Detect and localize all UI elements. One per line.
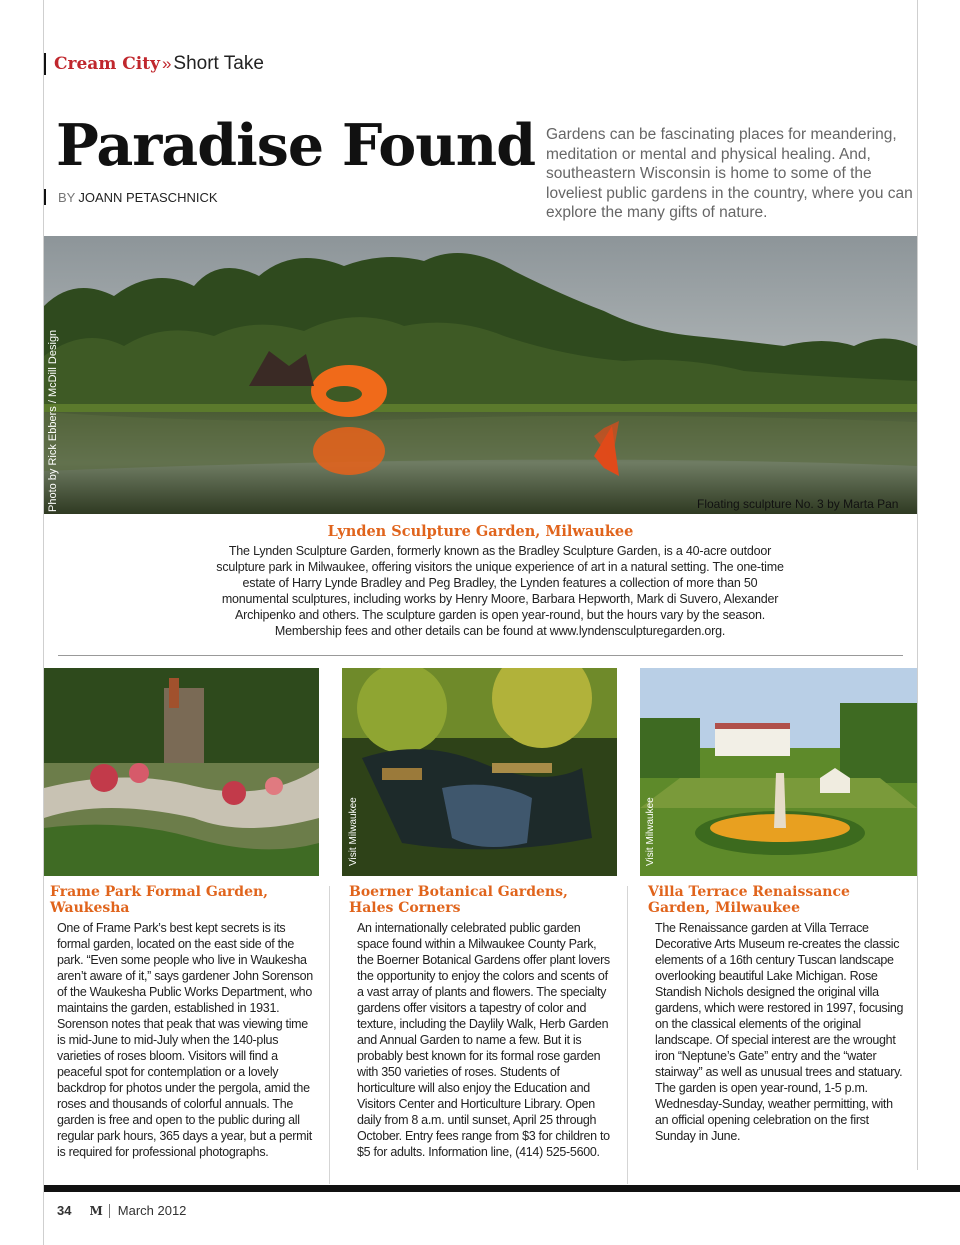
magazine-logo: M [89, 1203, 103, 1218]
page-number: 34 [57, 1203, 72, 1218]
article-title: Paradise Found [56, 112, 536, 179]
column-separator-2 [627, 886, 628, 1184]
boerner-title: Boerner Botanical Gardens, Hales Corners [349, 884, 568, 916]
author-name: JOANN PETASCHNICK [78, 189, 218, 205]
section-marker [44, 53, 46, 75]
frame-park-title: Frame Park Formal Garden, Waukesha [50, 884, 269, 916]
feature-body: The Lynden Sculpture Garden, formerly known as the Bradley Sculpture Garden, is a 40-acre outdoor sculpture park in Milwaukee, offering visitors the unique experience of art in a natural setting. The one-time estate of Harry Lynde Bradley and Peg Bradley, the Lynden features a collection of more than 50 monumental sculptures, including works by Henry Moore, Barbara Hepworth, Mark di Suvero, Alexander Archipenko and others. The sculpture garden is open year-round, but the hours vary by the season. Membership fees and other details can be found at www.lyndensculpturegarden.org. [216, 544, 784, 638]
hero-photo-credit: Photo by Rick Ebbers / McDill Design [47, 329, 59, 512]
feature-title: Lynden Sculpture Garden, Milwaukee [327, 523, 634, 540]
frame-park-body: One of Frame Park’s best kept secrets is its formal garden, located on the east side of the park. “Even some people who live in Waukesha aren’t aware of it,” says gardener John Sorenson of the Waukesha Public Works Department, who maintains the garden, established in 1931. Sorenson notes that peak that was viewing time is mid-June to mid-July when the 140-plus varieties of roses bloom. Visitors will find a peaceful spot for contemplation or a lovely backdrop for photos under the pergola, amid the roses and thousands of colorful annuals. The garden is free and open to the public during all regular park hours, 365 days a year, but a permit is required for professional photographs. [57, 921, 313, 1159]
hero-photo-caption: Floating sculpture No. 3 by Marta Pan [697, 497, 899, 511]
column-separator-1 [329, 886, 330, 1184]
page-right-rule [917, 0, 918, 1170]
villa-terrace-title: Villa Terrace Renaissance Garden, Milwaukee [648, 884, 850, 916]
footer-rule [44, 1185, 960, 1192]
frame-park-photo [44, 668, 319, 876]
section-name: Cream City [54, 54, 160, 74]
section-divider [58, 655, 903, 656]
boerner-photo-credit: Visit Milwaukee [348, 797, 359, 866]
footer-separator [109, 1204, 110, 1218]
villa-terrace-body: The Renaissance garden at Villa Terrace Decorative Arts Museum re-creates the classic elements of a 16th century Tuscan landscape overlooking beautiful Lake Michigan. Rose Standish Nichols designed the original villa gardens, which were restored in 1997, focusing on the classical elements of the original landscape. Of special interest are the wrought iron “Neptune’s Gate” entry and the “water stairway” as well as unusual trees and statuary. The garden is open year-round, 1-5 p.m. Wednesday-Sunday, weather permitting, with an official opening celebration on the first Sunday in June. [655, 921, 904, 1143]
page-left-rule [43, 0, 44, 1245]
byline-prefix: BY [58, 189, 76, 205]
page-footer [57, 1203, 186, 1218]
villa-terrace-photo [640, 668, 917, 876]
boerner-body: An internationally celebrated public garden space found within a Milwaukee County Park, the Boerner Botanical Gardens offer plant lovers the opportunity to enjoy the colors and scents of a vast array of plants and flowers. The specialty gardens offer visitors a tapestry of color and texture, including the Daylily Walk, Herb Garden and Annual Garden to name a few. But it is probably best known for its formal rose garden with 350 varieties of roses. Students of horticulture will also enjoy the Education and Visitors Center and Horticulture Library. Open daily from 8 a.m. until sunset, April 25 through October. Entry fees range from $3 for children to $5 for adults. Information line, (414) 525-5600. [357, 921, 610, 1159]
issue-date: March 2012 [117, 1203, 187, 1218]
villa-terrace-photo-credit: Visit Milwaukee [645, 797, 656, 866]
boerner-photo [342, 668, 617, 876]
byline-marker [44, 189, 46, 205]
section-separator: » [161, 54, 172, 73]
section-header [44, 52, 264, 76]
hero-photo [44, 236, 917, 514]
article-deck: Gardens can be fascinating places for meandering, meditation or mental and physical healing. And, southeastern Wisconsin is home to some of the loveliest public gardens in the country, where you can explore the many gifts of nature. [546, 126, 913, 221]
section-subtitle: Short Take [173, 53, 264, 74]
byline [44, 189, 218, 205]
